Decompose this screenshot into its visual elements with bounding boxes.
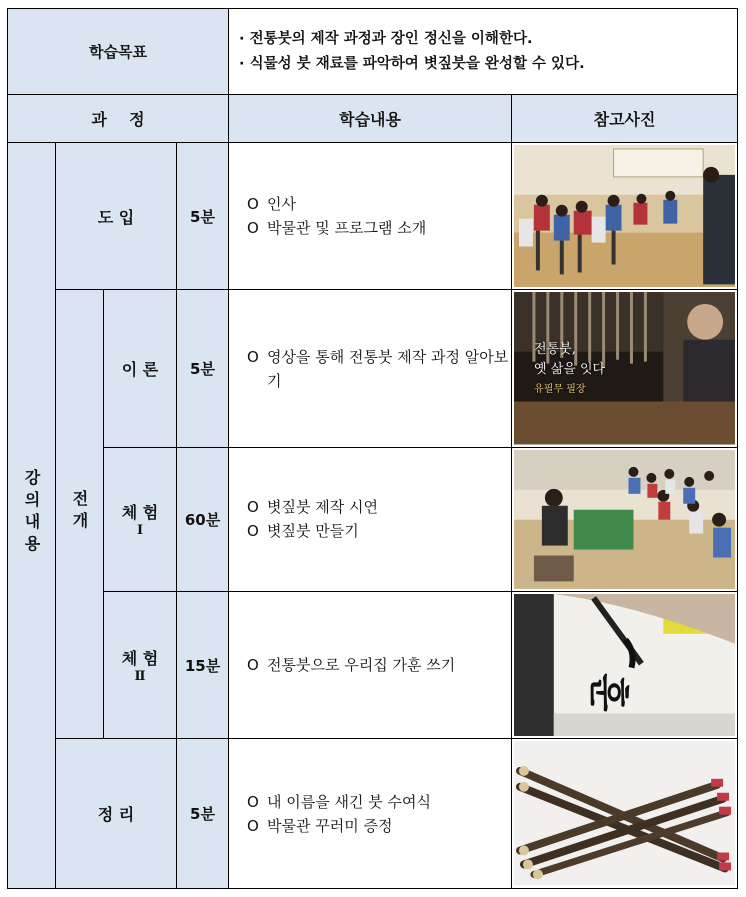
list-item [247, 345, 511, 393]
list-item [247, 519, 511, 543]
stage-label: 체 험 [121, 503, 159, 523]
photo-classroom-bowing [514, 145, 735, 287]
content-header: 학습내용 [229, 95, 512, 143]
item-text: 박물관 꾸러미 증정 [267, 816, 393, 835]
photo-summary-cell [512, 739, 738, 888]
bullet-mark: O [247, 792, 259, 811]
time-practice-2: 15분 [177, 592, 229, 739]
bullet-mark: O [247, 498, 259, 517]
bullet-mark: O [247, 522, 259, 541]
item-text: 인사 [267, 195, 297, 214]
item-text: 내 이름을 새긴 붓 수여식 [267, 792, 432, 811]
photo-practice-1-cell [512, 447, 738, 591]
list-item [247, 216, 511, 240]
content-summary [229, 739, 512, 888]
goal-label: 학습목표 [8, 9, 229, 95]
content-intro [229, 143, 512, 290]
list-item [247, 653, 511, 677]
bullet-mark: O [247, 195, 259, 214]
time-intro: 5분 [177, 143, 229, 290]
item-text: 박물관 및 프로그램 소개 [267, 219, 427, 238]
stage-practice-2 [104, 592, 177, 739]
goal-text [229, 9, 738, 95]
item-text: 볏짚붓 제작 시연 [267, 498, 378, 517]
side-category-label: 강의내용 [22, 469, 41, 558]
bullet-mark: O [247, 347, 259, 366]
list-item [247, 192, 511, 216]
stage-label: 체 험 [121, 649, 159, 669]
goal-line-2: · 식물성 붓 재료를 파악하여 볏짚붓을 완성할 수 있다. [239, 55, 585, 72]
content-practice-1 [229, 447, 512, 591]
photo-practice-2-cell [512, 592, 738, 739]
list-item [247, 814, 511, 838]
content-practice-2 [229, 592, 512, 739]
bullet-mark: O [247, 816, 259, 835]
stage-summary: 정 리 [56, 739, 177, 888]
photo-demonstration [514, 450, 735, 589]
photo-header: 참고사진 [512, 95, 738, 143]
time-practice-1: 60분 [177, 447, 229, 591]
stage-numeral: Ⅱ [134, 669, 146, 685]
time-theory: 5분 [177, 290, 229, 447]
caption-line: 전통붓, [534, 342, 576, 358]
photo-brushes [514, 741, 735, 885]
photo-theory-cell [512, 290, 738, 447]
item-text: 전통붓으로 우리집 가훈 쓰기 [267, 656, 456, 675]
stage-intro: 도 입 [56, 143, 177, 290]
bullet-mark: O [247, 656, 259, 675]
caption-line: 옛 삶을 잇다 [534, 362, 606, 378]
list-item [247, 495, 511, 519]
bullet-mark: O [247, 219, 259, 238]
process-header: 과 정 [8, 95, 229, 143]
stage-theory: 이 론 [104, 290, 177, 447]
photo-calligraphy [514, 594, 735, 736]
time-summary: 5분 [177, 739, 229, 888]
video-caption [534, 340, 605, 400]
item-text: 영상을 통해 전통붓 제작 과정 알아보기 [267, 347, 509, 390]
content-theory [229, 290, 512, 447]
stage-numeral: Ⅰ [136, 523, 144, 539]
lesson-plan-table [7, 8, 738, 889]
photo-intro-cell [512, 143, 738, 290]
side-category-cell [8, 143, 56, 889]
develop-category-label: 전개 [70, 490, 89, 535]
goal-line-1: · 전통붓의 제작 과정과 장인 정신을 이해한다. [239, 30, 533, 47]
caption-credit: 유필무 필장 [534, 384, 586, 396]
item-text: 볏짚붓 만들기 [267, 522, 359, 541]
photo-video-still [514, 292, 735, 444]
develop-category-cell [56, 290, 104, 739]
photo-brush-stroke-text: 훈 [584, 673, 632, 712]
stage-practice-1 [104, 447, 177, 591]
list-item [247, 790, 511, 814]
